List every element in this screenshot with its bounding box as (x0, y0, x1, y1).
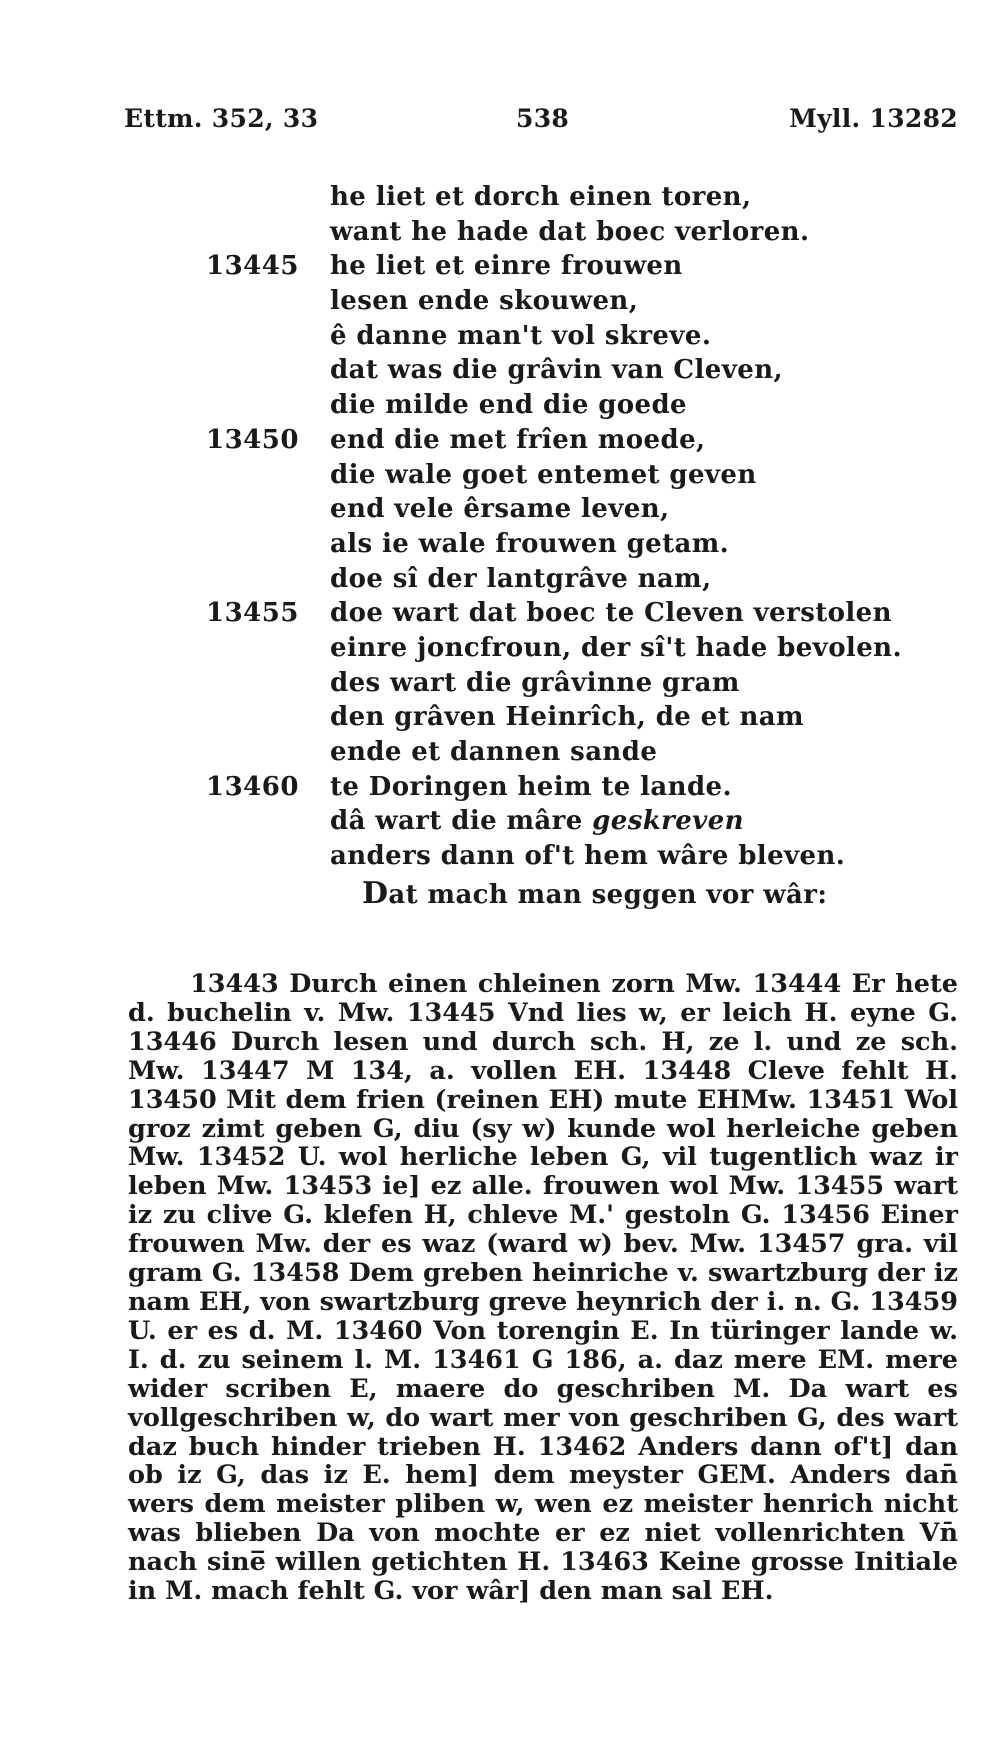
verse-line (0, 806, 1000, 841)
verse-text: want he hade dat boec verloren. (330, 216, 810, 247)
verse-text: end vele êrsame leven, (330, 494, 670, 525)
verse-text: end die met frîen moede, (330, 424, 706, 455)
verse-line (0, 251, 1000, 286)
running-header (124, 104, 958, 140)
verse-text: doe wart dat boec te Cleven verstolen (330, 598, 892, 629)
verse-line (0, 529, 1000, 564)
verse-italic: geskreven (592, 806, 744, 837)
verse-line (0, 494, 1000, 529)
verse-text: ende et dannen sande (330, 737, 658, 767)
verse-text: den grâven Heinrîch, de et nam (330, 702, 804, 733)
critical-apparatus (128, 970, 958, 1606)
verse-text: he liet et einre frouwen (330, 251, 683, 282)
verse-number: 13460 (206, 771, 299, 802)
page-number: 538 (516, 104, 570, 133)
verse-line (0, 737, 1000, 772)
verse-line (0, 772, 1000, 807)
verse-line (0, 598, 1000, 633)
verse-number: 13445 (206, 251, 299, 282)
verse-text: te Doringen heim te lande. (330, 771, 732, 802)
verse-line (0, 841, 1000, 876)
verse-line (0, 321, 1000, 356)
header-left-reference: Ettm. 352, 33 (124, 104, 319, 133)
verse-line (0, 460, 1000, 495)
verse-line (0, 217, 1000, 252)
verse-line (0, 182, 1000, 217)
verse-line (0, 390, 1000, 425)
verse-text: lesen ende skouwen, (330, 286, 639, 317)
verse-number: 13455 (206, 598, 299, 629)
apparatus-text (128, 970, 958, 1606)
verse-text: ê danne man't vol skreve. (330, 320, 712, 351)
verse-line (0, 668, 1000, 703)
verse-text: he liet et dorch einen toren, (330, 182, 752, 212)
verse-text: des wart die grâvinne gram (330, 667, 740, 698)
verse-line (0, 425, 1000, 460)
verse-line (0, 876, 1000, 911)
verse-text: einre joncfroun, der sî't hade bevolen. (330, 632, 902, 663)
verse-line (0, 702, 1000, 737)
verse-text: als ie wale frouwen getam. (330, 528, 730, 559)
verse-text: Dat mach man seggen vor wâr: (362, 875, 828, 911)
header-right-reference: Myll. 13282 (789, 104, 958, 133)
verse-number: 13450 (206, 424, 299, 455)
verse-line (0, 564, 1000, 599)
verse-line (0, 633, 1000, 668)
verse-line (0, 355, 1000, 390)
verse-text: anders dann of't hem wâre bleven. (330, 841, 846, 872)
verse-text: doe sî der lantgrâve nam, (330, 563, 712, 594)
verse-text: die wale goet entemet geven (330, 459, 757, 490)
verse-block (0, 182, 1000, 910)
verse-line (0, 286, 1000, 321)
apparatus-body: 13443 Durch einen chleinen zorn Mw. 13444 Er hete d. buchelin v. Mw. 13445 Vnd lies w, er leich H. eyne G. 13446 Durch lesen und durch sch. H, ze l. und ze sch. Mw. 13447 M 134, a. vollen EH. 13448 Cleve fehlt H. 13450 Mit dem frien (reinen EH) mute EHMw. 13451 Wol groz zimt geben G, diu (sy w) kunde wol herleiche geben Mw. 13452 U. wol herliche leben G, vil tugentlich waz ir leben Mw. 13453 ie] ez alle. frouwen wol Mw. 13455 wart iz zu clive G. klefen H, chleve M.' gestoln G. 13456 Einer frouwen Mw. der es waz (ward w) bev. Mw. 13457 gra. vil gram G. 13458 Dem greben heinriche v. swartzburg der iz nam EH, von swartzburg greve heynrich der i. n. G. 13459 U. er es d. M. 13460 Von torengin E. In türinger lande w. I. d. zu seinem l. M. 13461 G 186, a. daz mere EM. mere wider scriben E, maere do geschriben M. Da wart es vollgeschriben w, do wart mer von geschriben G, des wart daz buch hinder trieben H. 13462 Anders dann of't] dan ob iz G, das iz E. hem] dem meyster GEM. Anders dan̄ wers dem meister pliben w, wen ez meister henrich nicht was blieben Da von mochte er ez niet vollenrichten Vn̄ nach sine̅ willen getichten H. 13463 Keine grosse Initiale in M. mach fehlt G. vor wâr] den man sal EH. (128, 969, 958, 1607)
verse-text: dâ wart die mâre geskreven (330, 806, 744, 837)
verse-text: die milde end die goede (330, 390, 688, 421)
verse-text: dat was die grâvin van Cleven, (330, 355, 783, 386)
